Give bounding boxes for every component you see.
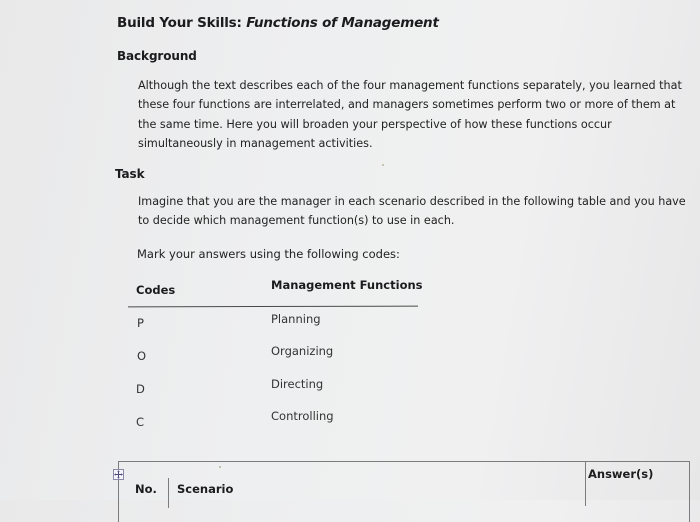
scenario-header: Scenario — [177, 482, 234, 496]
page-speck — [219, 466, 221, 468]
scenario-table-divider — [168, 478, 169, 508]
background-paragraph — [138, 76, 682, 153]
codes-instruction: Mark your answers using the following codes: — [137, 247, 400, 261]
background-line: simultaneously in management activities. — [138, 136, 373, 150]
task-line: to decide which management function(s) to use in each. — [138, 214, 455, 228]
background-heading: Background — [117, 49, 197, 63]
code-cell: P — [137, 316, 144, 330]
scenario-table-divider — [585, 461, 586, 506]
codes-column-header: Codes — [136, 283, 176, 297]
functions-column-header: Management Functions — [271, 278, 423, 292]
code-cell: C — [136, 415, 145, 429]
function-cell: Directing — [271, 377, 324, 391]
background-line: these four functions are interrelated, and managers sometimes perform two or more of them at — [138, 98, 676, 112]
scenario-no-header: No. — [135, 482, 157, 496]
task-line: Imagine that you are the manager in each scenario described in the following table and you have — [138, 195, 686, 208]
code-cell: O — [137, 349, 147, 363]
background-line: the same time. Here you will broaden your perspective of how these functions occur — [138, 117, 612, 131]
function-cell: Planning — [271, 312, 321, 326]
function-cell: Controlling — [271, 409, 334, 423]
move-handle-icon[interactable] — [113, 469, 124, 480]
task-paragraph — [138, 192, 686, 231]
answers-header: Answer(s) — [588, 467, 654, 481]
code-cell: D — [136, 382, 145, 396]
function-cell: Organizing — [271, 344, 334, 358]
background-line: Although the text describes each of the four management functions separately, you learned that — [138, 79, 682, 92]
page-speck — [382, 164, 384, 166]
task-heading: Task — [115, 167, 145, 181]
codes-header-divider — [128, 306, 418, 308]
page-title: Build Your Skills: Functions of Management — [117, 15, 439, 31]
